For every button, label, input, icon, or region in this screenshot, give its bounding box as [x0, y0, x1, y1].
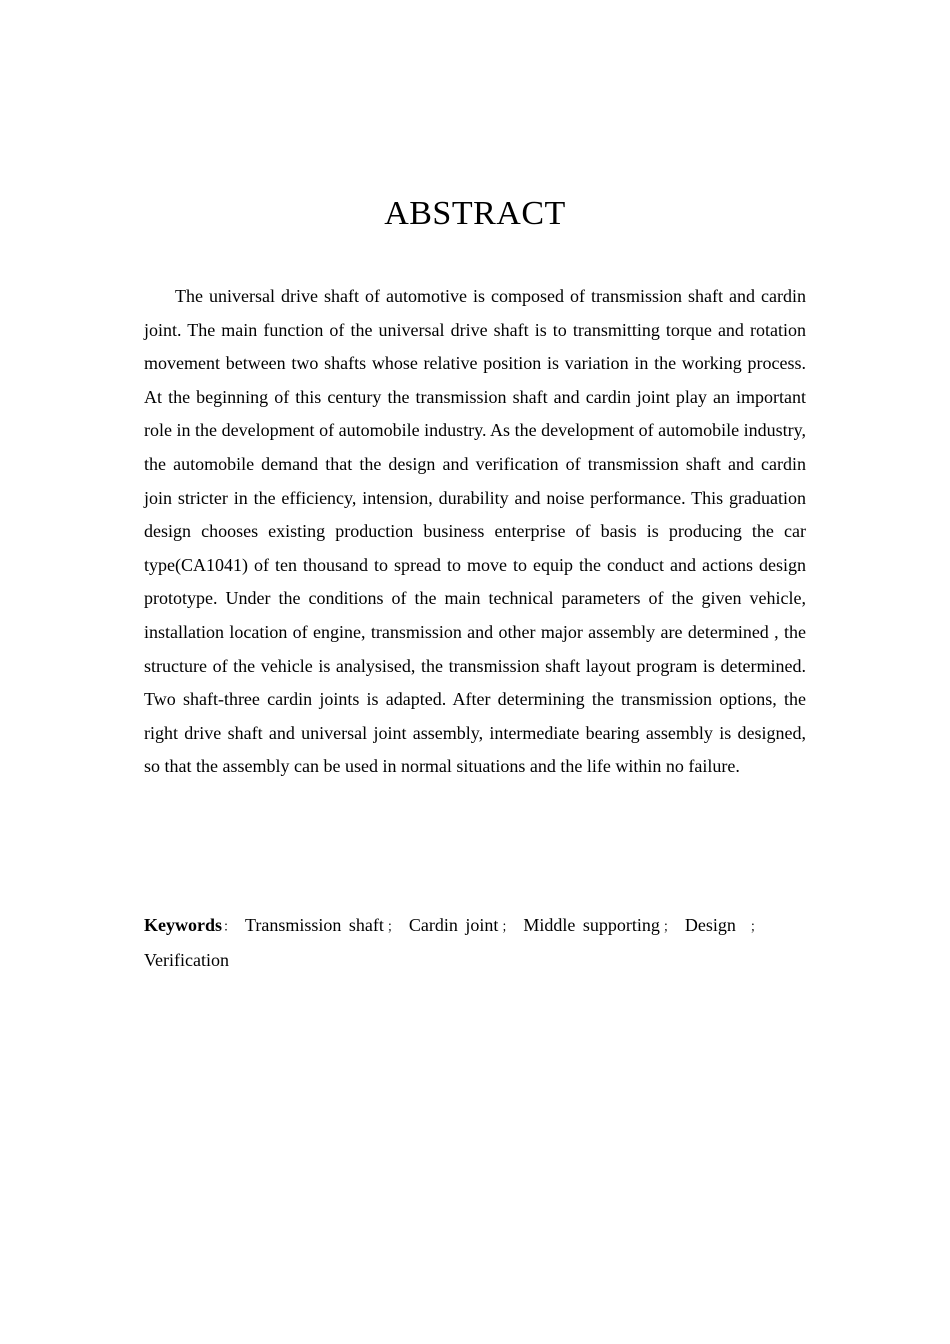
keyword-separator: ；	[386, 919, 400, 934]
abstract-paragraph: The universal drive shaft of automotive is composed of transmission shaft and cardin joint. The main function of the universal drive shaft is to transmitting torque and rotation movement between two shafts whose relative position is variation in the working process. At the beginning of this century the transmission shaft and cardin joint play an important role in the development of automobile industry. As the development of automobile industry, the automobile demand that the design and verification of transmission shaft and cardin join stricter in the efficiency, intension, durability and noise performance. This graduation design chooses existing production business enterprise of basis is producing the car type(CA1041) of ten thousand to spread to move to equip the conduct and actions design prototype. Under the conditions of the main technical parameters of the given vehicle, installation location of engine, transmission and other major assembly are determined , the structure of the vehicle is analysised, the transmission shaft layout program is determined. Two shaft-three cardin joints is adapted. After determining the transmission options, the right drive shaft and universal joint assembly, intermediate bearing assembly is designed, so that the assembly can be used in normal situations and the life within no failure.	[144, 286, 806, 777]
keyword-separator: ；	[749, 919, 763, 934]
keywords-label: Keywords	[144, 915, 222, 935]
page-title: ABSTRACT	[384, 195, 566, 232]
keyword-term: Design	[684, 915, 736, 935]
keyword-term: Verification	[144, 949, 229, 970]
keyword-term: Cardin joint	[408, 915, 499, 935]
keyword-separator: ；	[662, 919, 676, 934]
keyword-separator: ；	[501, 919, 515, 934]
keyword-term: Middle supporting	[523, 915, 660, 935]
keywords-colon: ：	[223, 919, 237, 934]
keywords-line	[144, 909, 806, 977]
keyword-term: Transmission shaft	[245, 915, 384, 935]
